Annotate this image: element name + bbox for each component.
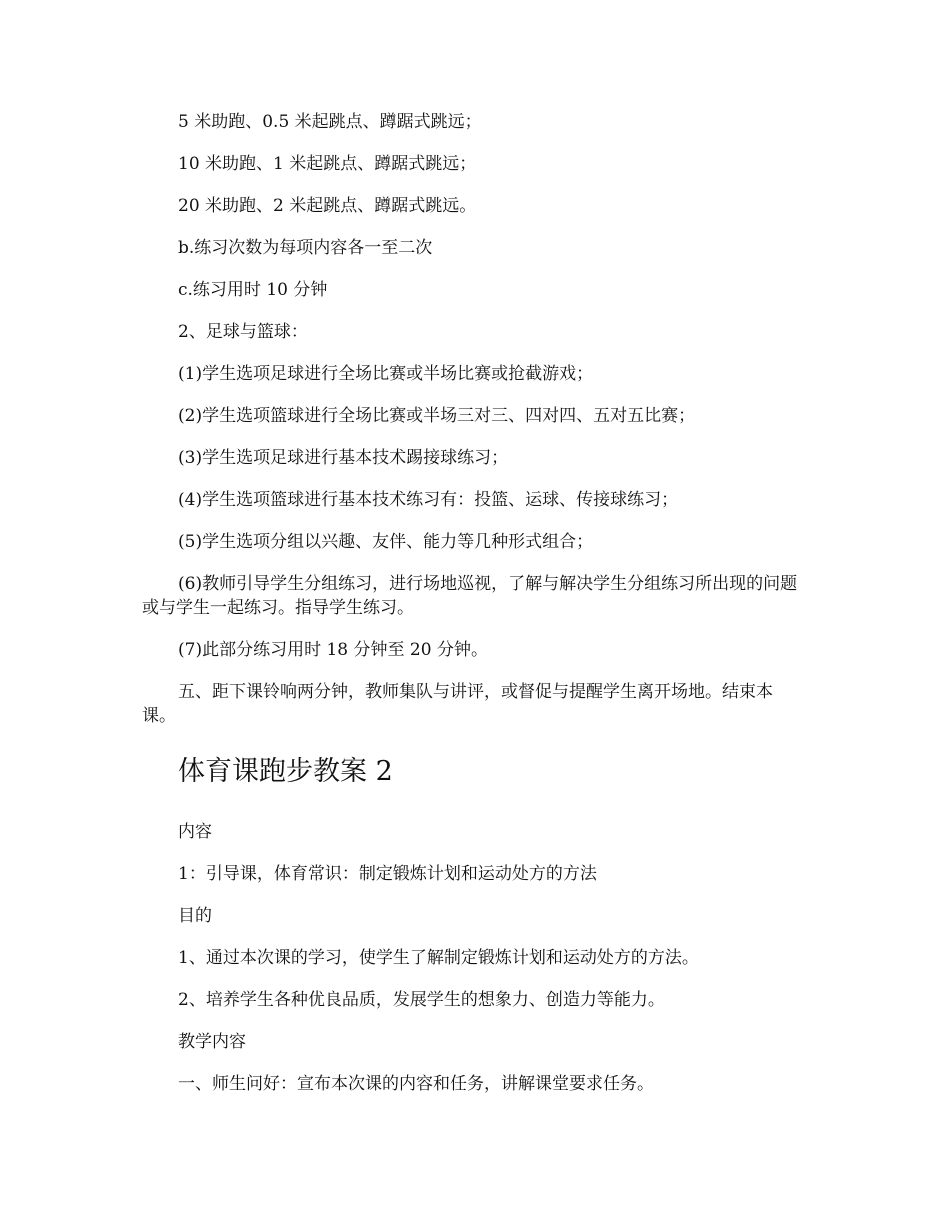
paragraph-greeting: 一、师生问好：宣布本次课的内容和任务，讲解课堂要求任务。: [178, 1074, 654, 1094]
section-heading: 体育课跑步教案 2: [178, 756, 393, 787]
document-body: [142, 110, 806, 1096]
paragraph-practice-time: c.练习用时 10 分钟: [178, 280, 328, 300]
paragraph-item-4: (4)学生选项篮球进行基本技术练习有：投篮、运球、传接球练习；: [178, 490, 679, 510]
paragraph-item-2: (2)学生选项篮球进行全场比赛或半场三对三、四对四、五对五比赛；: [178, 406, 696, 426]
paragraph-item-5: (5)学生选项分组以兴趣、友伴、能力等几种形式组合；: [178, 532, 594, 552]
paragraph-item-7: (7)此部分练习用时 18 分钟至 20 分钟。: [178, 640, 488, 660]
paragraph-item-3: (3)学生选项足球进行基本技术踢接球练习；: [178, 448, 509, 468]
paragraph-goal-2: 2、培养学生各种优良品质，发展学生的想象力、创造力等能力。: [178, 990, 665, 1010]
paragraph-football-basketball: 2、足球与篮球：: [178, 322, 308, 342]
paragraph-goal-label: 目的: [178, 906, 212, 926]
paragraph-goal-1: 1、通过本次课的学习，使学生了解制定锻炼计划和运动处方的方法。: [178, 948, 699, 968]
paragraph-practice-count: b.练习次数为每项内容各一至二次: [178, 238, 433, 258]
paragraph-teaching-content-label: 教学内容: [178, 1032, 246, 1052]
paragraph-item-6: (6)教师引导学生分组练习，进行场地巡视，了解与解决学生分组练习所出现的问题或与学生一起练习。指导学生练习。: [142, 574, 798, 618]
paragraph-run-5m: 5 米助跑、0.5 米起跳点、蹲踞式跳远；: [178, 112, 482, 132]
paragraph-run-10m: 10 米助跑、1 米起跳点、蹲踞式跳远；: [178, 154, 477, 174]
paragraph-content-1: 1：引导课，体育常识：制定锻炼计划和运动处方的方法: [178, 864, 597, 884]
paragraph-run-20m: 20 米助跑、2 米起跳点、蹲踞式跳远。: [178, 196, 477, 216]
paragraph-section-5: 五、距下课铃响两分钟，教师集队与讲评，或督促与提醒学生离开场地。结束本课。: [142, 682, 773, 726]
paragraph-item-1: (1)学生选项足球进行全场比赛或半场比赛或抢截游戏；: [178, 364, 594, 384]
paragraph-content-label: 内容: [178, 822, 212, 842]
